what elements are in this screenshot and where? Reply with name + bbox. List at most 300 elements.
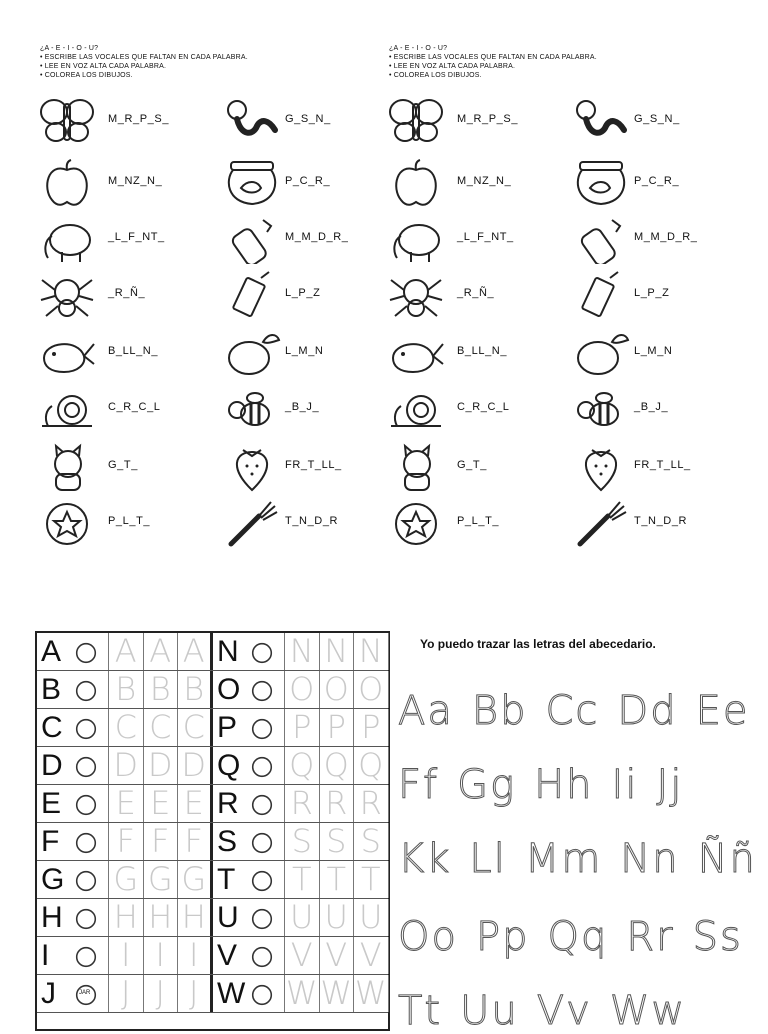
missing-vowel-word[interactable]: G_T_ bbox=[457, 459, 487, 471]
exercise-picture bbox=[38, 498, 96, 548]
dotted-letter: D bbox=[147, 746, 173, 784]
tracing-cell[interactable] bbox=[178, 823, 213, 860]
exercise-picture bbox=[223, 384, 281, 434]
dotted-letter: A bbox=[149, 632, 172, 670]
tracing-cell[interactable] bbox=[178, 937, 213, 974]
elephant-icon bbox=[387, 214, 445, 264]
missing-vowel-word[interactable]: M_M_D_R_ bbox=[634, 231, 698, 243]
dotted-letter: E bbox=[115, 784, 136, 822]
tracing-cell[interactable] bbox=[109, 861, 144, 898]
missing-vowel-word[interactable]: M_R_P_S_ bbox=[457, 113, 519, 125]
missing-vowel-word[interactable]: FR_T_LL_ bbox=[285, 459, 342, 471]
tracing-cell[interactable] bbox=[178, 899, 213, 936]
letter: G bbox=[41, 863, 65, 896]
alphabet-row bbox=[37, 709, 388, 747]
dotted-letter: R bbox=[325, 784, 348, 822]
dotted-letter: C bbox=[182, 708, 205, 746]
letter-cell bbox=[213, 937, 285, 974]
letter: V bbox=[217, 939, 238, 972]
bee-icon bbox=[572, 384, 630, 434]
tracing-cell[interactable] bbox=[144, 899, 179, 936]
letter: P bbox=[217, 711, 238, 744]
lemon-icon bbox=[572, 328, 630, 378]
ice-cream-icon bbox=[71, 943, 101, 971]
traceable-letter-pair[interactable]: Ll bbox=[469, 836, 507, 882]
alphabet-row bbox=[37, 975, 388, 1013]
ball-icon bbox=[38, 498, 96, 548]
tracing-cell[interactable] bbox=[320, 975, 355, 1012]
tracing-cell[interactable] bbox=[109, 709, 144, 746]
alphabet-row bbox=[37, 633, 388, 671]
dotted-letter: W bbox=[285, 974, 318, 1012]
letter: Q bbox=[217, 749, 241, 782]
snail-icon bbox=[38, 384, 96, 434]
dotted-letter: Q bbox=[358, 746, 384, 784]
traceable-letter-pair[interactable]: Ññ bbox=[697, 836, 757, 882]
dotted-letter: I bbox=[155, 936, 165, 974]
tracing-cell[interactable] bbox=[320, 937, 355, 974]
alphabet-row bbox=[37, 861, 388, 899]
alphabet-row bbox=[37, 823, 388, 861]
tracing-cell[interactable] bbox=[354, 671, 389, 708]
fork-icon bbox=[572, 498, 630, 548]
dotted-letter: N bbox=[289, 632, 314, 670]
tracing-cell[interactable] bbox=[354, 861, 389, 898]
honey-pot-icon bbox=[247, 639, 277, 667]
dotted-letter: R bbox=[359, 784, 382, 822]
tracing-cell[interactable] bbox=[109, 823, 144, 860]
dotted-letter: W bbox=[354, 974, 387, 1012]
tracing-cell[interactable] bbox=[354, 975, 389, 1012]
tracing-cell[interactable] bbox=[285, 861, 320, 898]
letter: N bbox=[217, 635, 239, 668]
missing-vowel-word[interactable]: _L_F_NT_ bbox=[108, 231, 165, 243]
tracing-cell[interactable] bbox=[178, 671, 213, 708]
dotted-letter: H bbox=[181, 898, 206, 936]
dotted-letter: V bbox=[290, 936, 313, 974]
letter: F bbox=[41, 825, 60, 858]
tracing-cell[interactable] bbox=[354, 899, 389, 936]
letter-cell bbox=[213, 975, 285, 1012]
letter: E bbox=[41, 787, 62, 820]
traceable-letter-pair[interactable]: Dd bbox=[617, 688, 678, 734]
missing-vowel-word[interactable]: L_P_Z bbox=[634, 287, 670, 299]
traceable-letter-pair[interactable]: Ww bbox=[609, 988, 687, 1034]
tracing-cell[interactable] bbox=[144, 861, 179, 898]
radio-icon bbox=[247, 791, 277, 819]
instruction-line: • LEE EN VOZ ALTA CADA PALABRA. bbox=[389, 63, 516, 70]
exercise-picture bbox=[223, 498, 281, 548]
alphabet-tracing-table bbox=[35, 631, 390, 1031]
missing-vowel-word[interactable]: L_M_N bbox=[285, 345, 324, 357]
fishbowl-icon bbox=[223, 158, 281, 208]
tracing-cell[interactable] bbox=[320, 633, 355, 670]
exercise-picture bbox=[572, 442, 630, 492]
octopus-icon bbox=[247, 677, 277, 705]
dotted-letter: S bbox=[326, 822, 347, 860]
traceable-letter-pair[interactable]: Jj bbox=[656, 762, 684, 808]
butterfly-icon bbox=[387, 96, 445, 146]
exercise-picture bbox=[387, 270, 445, 320]
tracing-cell[interactable] bbox=[144, 975, 179, 1012]
dotted-letter: G bbox=[147, 860, 173, 898]
traceable-letter-pair[interactable]: Gg bbox=[457, 762, 517, 808]
missing-vowel-word[interactable]: FR_T_LL_ bbox=[634, 459, 691, 471]
exercise-picture bbox=[572, 498, 630, 548]
tracing-cell[interactable] bbox=[285, 823, 320, 860]
missing-vowel-word[interactable]: _B_J_ bbox=[634, 401, 669, 413]
traceable-letter-pair[interactable]: Hh bbox=[534, 762, 594, 808]
traceable-letter-pair[interactable]: Cc bbox=[545, 688, 600, 734]
letter: O bbox=[217, 673, 241, 706]
tracing-cell[interactable] bbox=[109, 671, 144, 708]
traceable-letter-pair[interactable]: Vv bbox=[536, 988, 592, 1034]
tracing-cell[interactable] bbox=[178, 861, 213, 898]
missing-vowel-word[interactable]: _B_J_ bbox=[285, 401, 320, 413]
dotted-letter: N bbox=[324, 632, 349, 670]
worm-icon bbox=[572, 96, 630, 146]
dotted-letter: F bbox=[184, 822, 203, 860]
traceable-letter-pair[interactable]: Bb bbox=[471, 688, 528, 734]
dotted-letter: R bbox=[290, 784, 313, 822]
dotted-letter: J bbox=[189, 974, 199, 1012]
tracing-cell[interactable] bbox=[109, 899, 144, 936]
tracing-cell[interactable] bbox=[320, 709, 355, 746]
letter-cell bbox=[213, 861, 285, 898]
cat-icon bbox=[387, 442, 445, 492]
butterfly-icon bbox=[38, 96, 96, 146]
letter: U bbox=[217, 901, 239, 934]
exercise-picture bbox=[38, 384, 96, 434]
traceable-letter-pair[interactable]: Ii bbox=[611, 762, 639, 808]
letter-cell bbox=[37, 633, 109, 670]
tracing-line[interactable] bbox=[398, 836, 768, 882]
apple-icon bbox=[387, 158, 445, 208]
dotted-letter: U bbox=[290, 898, 314, 936]
girl-icon bbox=[71, 867, 101, 895]
alphabet-row bbox=[37, 671, 388, 709]
exercise-picture bbox=[223, 270, 281, 320]
tracing-cell[interactable] bbox=[144, 671, 179, 708]
elephant-icon bbox=[71, 791, 101, 819]
letter: H bbox=[41, 901, 63, 934]
tracing-cell[interactable] bbox=[320, 785, 355, 822]
exercise-picture bbox=[223, 214, 281, 264]
missing-vowel-word[interactable]: P_C_R_ bbox=[285, 175, 331, 187]
letter-cell bbox=[37, 975, 109, 1012]
tracing-line[interactable] bbox=[398, 762, 701, 808]
traceable-letter-pair[interactable]: Oo bbox=[398, 914, 458, 960]
missing-vowel-word[interactable]: T_N_D_R bbox=[634, 515, 688, 527]
tracing-cell[interactable] bbox=[285, 633, 320, 670]
snail-icon bbox=[387, 384, 445, 434]
tracing-cell[interactable] bbox=[285, 709, 320, 746]
exercise-picture bbox=[572, 158, 630, 208]
letter: D bbox=[41, 749, 63, 782]
missing-vowel-word[interactable]: M_NZ_N_ bbox=[108, 175, 163, 187]
dotted-letter: C bbox=[149, 708, 172, 746]
exercise-picture bbox=[223, 96, 281, 146]
dotted-letter: F bbox=[151, 822, 170, 860]
wheel-icon bbox=[247, 981, 277, 1009]
dotted-letter: H bbox=[113, 898, 138, 936]
missing-vowel-word[interactable]: M_M_D_R_ bbox=[285, 231, 349, 243]
queen-icon bbox=[247, 753, 277, 781]
dotted-letter: I bbox=[189, 936, 199, 974]
worksheet-right bbox=[382, 38, 727, 548]
traceable-letter-pair[interactable]: Ee bbox=[695, 688, 750, 734]
dotted-letter: U bbox=[324, 898, 348, 936]
baby-bottle-icon bbox=[223, 214, 281, 264]
dotted-letter: V bbox=[359, 936, 382, 974]
bee-icon bbox=[223, 384, 281, 434]
tracing-cell[interactable] bbox=[285, 747, 320, 784]
missing-vowel-word[interactable]: P_C_R_ bbox=[634, 175, 680, 187]
tracing-cell[interactable] bbox=[320, 823, 355, 860]
exercise-picture bbox=[572, 96, 630, 146]
tracing-cell[interactable] bbox=[285, 899, 320, 936]
tracing-line[interactable] bbox=[398, 688, 767, 734]
letter-cell bbox=[37, 671, 109, 708]
spider-icon bbox=[387, 270, 445, 320]
missing-vowel-word[interactable]: _R_Ñ_ bbox=[108, 287, 146, 299]
exercise-picture bbox=[387, 384, 445, 434]
missing-vowel-word[interactable]: T_N_D_R bbox=[285, 515, 339, 527]
tracing-cell[interactable] bbox=[144, 823, 179, 860]
exercise-picture bbox=[387, 214, 445, 264]
traceable-letter-pair[interactable]: Uu bbox=[460, 988, 519, 1034]
dotted-letter: B bbox=[149, 670, 171, 708]
missing-vowel-word[interactable]: P_L_T_ bbox=[108, 515, 151, 527]
dotted-letter: A bbox=[114, 632, 137, 670]
letter-cell bbox=[37, 747, 109, 784]
dotted-letter: P bbox=[361, 708, 381, 746]
exercise-picture bbox=[38, 214, 96, 264]
fork-icon bbox=[223, 498, 281, 548]
dotted-letter: A bbox=[182, 632, 205, 670]
tracing-cell[interactable] bbox=[144, 633, 179, 670]
traceable-letter-pair[interactable]: Pp bbox=[475, 914, 530, 960]
hand-icon bbox=[71, 905, 101, 933]
tracing-cell[interactable] bbox=[354, 747, 389, 784]
exercise-picture bbox=[572, 328, 630, 378]
letter-cell bbox=[37, 937, 109, 974]
tracing-cell[interactable] bbox=[144, 709, 179, 746]
tracing-line[interactable] bbox=[398, 914, 761, 960]
missing-vowel-word[interactable]: B_LL_N_ bbox=[108, 345, 159, 357]
traceable-letter-pair[interactable]: Ss bbox=[692, 914, 743, 960]
tracing-cell[interactable] bbox=[109, 633, 144, 670]
missing-vowel-word[interactable]: L_P_Z bbox=[285, 287, 321, 299]
exercise-picture bbox=[572, 270, 630, 320]
dotted-letter: S bbox=[291, 822, 312, 860]
tracing-cell[interactable] bbox=[144, 937, 179, 974]
dotted-letter: C bbox=[114, 708, 137, 746]
tracing-cell[interactable] bbox=[285, 671, 320, 708]
dotted-letter: W bbox=[320, 974, 353, 1012]
instruction-line: ¿A - E - I - O - U? bbox=[40, 45, 99, 52]
letter-cell bbox=[37, 709, 109, 746]
dotted-letter: S bbox=[360, 822, 381, 860]
baby-bottle-icon bbox=[572, 214, 630, 264]
pig-icon bbox=[247, 715, 277, 743]
exercise-picture bbox=[387, 96, 445, 146]
missing-vowel-word[interactable]: G_S_N_ bbox=[285, 113, 331, 125]
exercise-picture bbox=[223, 328, 281, 378]
letter-cell bbox=[213, 747, 285, 784]
dotted-letter: E bbox=[150, 784, 171, 822]
worksheet-instructions bbox=[40, 44, 248, 80]
missing-vowel-word[interactable]: G_S_N_ bbox=[634, 113, 680, 125]
dotted-letter: D bbox=[113, 746, 139, 784]
traceable-letter-pair[interactable]: Qq bbox=[547, 914, 609, 960]
traceable-letter-pair[interactable]: Aa bbox=[398, 688, 454, 734]
dotted-letter: T bbox=[291, 860, 312, 898]
umbrella-icon bbox=[247, 905, 277, 933]
letter-cell bbox=[37, 785, 109, 822]
dotted-letter: V bbox=[325, 936, 348, 974]
letter: C bbox=[41, 711, 63, 744]
tracing-cell[interactable] bbox=[320, 747, 355, 784]
tracing-cell[interactable] bbox=[320, 671, 355, 708]
tracing-cell[interactable] bbox=[285, 785, 320, 822]
dotted-letter: Q bbox=[323, 746, 349, 784]
dotted-letter: E bbox=[183, 784, 204, 822]
pencil-icon bbox=[223, 270, 281, 320]
tracing-cell[interactable] bbox=[109, 975, 144, 1012]
tracing-cell[interactable] bbox=[109, 937, 144, 974]
traceable-letter-pair[interactable]: Rr bbox=[626, 914, 675, 960]
exercise-picture bbox=[38, 442, 96, 492]
instruction-line: • ESCRIBE LAS VOCALES QUE FALTAN EN CADA PALABRA. bbox=[40, 54, 248, 61]
tracing-cell[interactable] bbox=[144, 747, 179, 784]
alphabet-row bbox=[37, 747, 388, 785]
exercise-picture bbox=[387, 442, 445, 492]
ball-icon bbox=[387, 498, 445, 548]
dotted-letter: P bbox=[292, 708, 312, 746]
instruction-line: • LEE EN VOZ ALTA CADA PALABRA. bbox=[40, 63, 167, 70]
soccer-ball-icon bbox=[71, 677, 101, 705]
traceable-letter-pair[interactable]: Nn bbox=[620, 836, 680, 882]
duck-icon bbox=[71, 753, 101, 781]
letter: B bbox=[41, 673, 62, 706]
letter-cell bbox=[37, 823, 109, 860]
dotted-letter: F bbox=[116, 822, 135, 860]
dotted-letter: G bbox=[181, 860, 207, 898]
tracing-cell[interactable] bbox=[109, 785, 144, 822]
alphabet-row bbox=[37, 937, 388, 975]
letter-cell bbox=[213, 633, 285, 670]
tracing-title: Yo puedo trazar las letras del abecedario. bbox=[420, 637, 656, 651]
dotted-letter: J bbox=[155, 974, 165, 1012]
tracing-cell[interactable] bbox=[320, 861, 355, 898]
missing-vowel-word[interactable]: P_L_T_ bbox=[457, 515, 500, 527]
jar-icon bbox=[71, 981, 101, 1009]
exercise-picture bbox=[38, 270, 96, 320]
letter: R bbox=[217, 787, 239, 820]
tracing-line[interactable] bbox=[398, 988, 704, 1034]
dotted-letter: Q bbox=[289, 746, 315, 784]
letter: S bbox=[217, 825, 238, 858]
letter-cell bbox=[213, 785, 285, 822]
letter: A bbox=[41, 635, 62, 668]
vase-icon bbox=[247, 943, 277, 971]
tracing-cell[interactable] bbox=[354, 823, 389, 860]
dotted-letter: O bbox=[358, 670, 384, 708]
exercise-picture bbox=[387, 158, 445, 208]
exercise-picture bbox=[572, 384, 630, 434]
tracing-cell[interactable] bbox=[178, 747, 213, 784]
instruction-line: ¿A - E - I - O - U? bbox=[389, 45, 448, 52]
dotted-letter: G bbox=[113, 860, 139, 898]
missing-vowel-word[interactable]: M_R_P_S_ bbox=[108, 113, 170, 125]
traceable-letter-pair[interactable]: Tt bbox=[398, 988, 443, 1034]
traceable-letter-pair[interactable]: Kk bbox=[398, 836, 452, 882]
tracing-cell[interactable] bbox=[178, 785, 213, 822]
letter: I bbox=[41, 939, 50, 972]
missing-vowel-word[interactable]: L_M_N bbox=[634, 345, 673, 357]
dotted-letter: B bbox=[115, 670, 137, 708]
letter-cell bbox=[213, 709, 285, 746]
dotted-letter: H bbox=[148, 898, 173, 936]
instruction-line: • COLOREA LOS DIBUJOS. bbox=[40, 72, 133, 79]
exercise-picture bbox=[38, 158, 96, 208]
tracing-cell[interactable] bbox=[285, 937, 320, 974]
letter-cell bbox=[213, 823, 285, 860]
worksheet-left bbox=[33, 38, 378, 548]
traceable-letter-pair[interactable]: Ff bbox=[398, 762, 440, 808]
tracing-cell[interactable] bbox=[354, 709, 389, 746]
elephant-icon bbox=[38, 214, 96, 264]
tracing-cell[interactable] bbox=[109, 747, 144, 784]
letter: W bbox=[217, 977, 246, 1010]
apple-icon bbox=[71, 639, 101, 667]
tracing-cell[interactable] bbox=[320, 899, 355, 936]
missing-vowel-word[interactable]: C_R_C_L bbox=[457, 401, 510, 413]
dotted-letter: U bbox=[359, 898, 383, 936]
strawberry-icon bbox=[572, 442, 630, 492]
missing-vowel-word[interactable]: _L_F_NT_ bbox=[457, 231, 514, 243]
tracing-cell[interactable] bbox=[354, 785, 389, 822]
jar-label: JAR bbox=[79, 990, 91, 996]
exercise-picture bbox=[223, 158, 281, 208]
missing-vowel-word[interactable]: _R_Ñ_ bbox=[457, 287, 495, 299]
missing-vowel-word[interactable]: C_R_C_L bbox=[108, 401, 161, 413]
exercise-picture bbox=[38, 328, 96, 378]
tracing-cell[interactable] bbox=[178, 633, 213, 670]
strawberry-icon bbox=[247, 829, 277, 857]
letter: T bbox=[217, 863, 236, 896]
alphabet-row bbox=[37, 785, 388, 823]
tracing-cell[interactable] bbox=[285, 975, 320, 1012]
letter-cell bbox=[213, 899, 285, 936]
dotted-letter: I bbox=[121, 936, 131, 974]
tracing-cell[interactable] bbox=[354, 937, 389, 974]
letter-cell bbox=[213, 671, 285, 708]
exercise-picture bbox=[572, 214, 630, 264]
apple-icon bbox=[38, 158, 96, 208]
exercise-picture bbox=[223, 442, 281, 492]
missing-vowel-word[interactable]: G_T_ bbox=[108, 459, 138, 471]
tracing-cell[interactable] bbox=[144, 785, 179, 822]
tracing-cell[interactable] bbox=[354, 633, 389, 670]
tracing-cell[interactable] bbox=[178, 975, 213, 1012]
missing-vowel-word[interactable]: M_NZ_N_ bbox=[457, 175, 512, 187]
letter-cell bbox=[37, 899, 109, 936]
tracing-cell[interactable] bbox=[178, 709, 213, 746]
traceable-letter-pair[interactable]: Mm bbox=[524, 836, 603, 882]
missing-vowel-word[interactable]: B_LL_N_ bbox=[457, 345, 508, 357]
